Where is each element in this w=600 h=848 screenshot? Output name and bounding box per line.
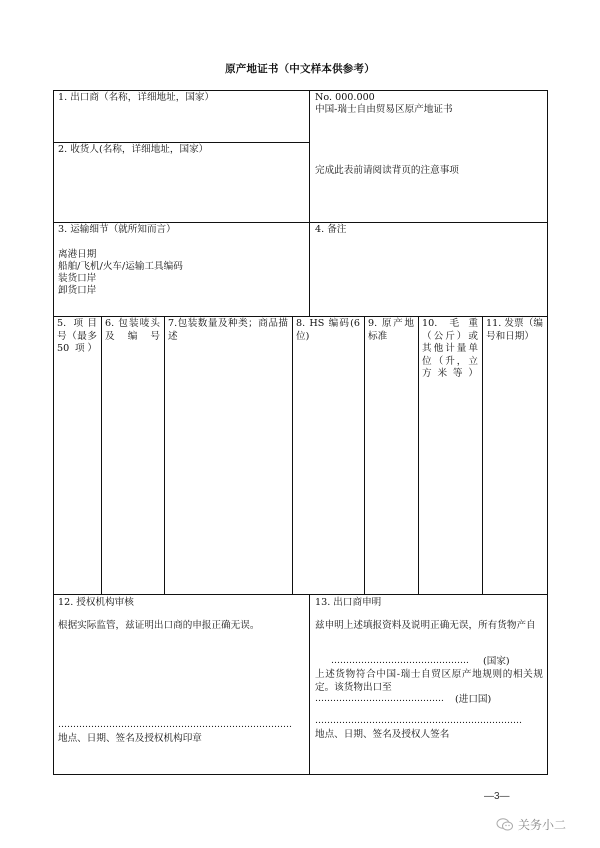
- departure-date-label: 离港日期: [58, 249, 97, 260]
- origin-criterion-column-header: 9. 原产地标准: [368, 318, 414, 342]
- importing-country-label: (进口国): [455, 694, 492, 705]
- consignee-field-label: 2. 收货人(名称，详细地址，国家）: [58, 144, 209, 155]
- divider: [53, 594, 548, 595]
- remarks-field[interactable]: [310, 238, 547, 315]
- divider: [53, 316, 548, 317]
- hs-code-column-header: 8. HS 编码(6 位): [296, 318, 360, 342]
- signature-dotted-line: ……………………………………………………………………: [58, 720, 292, 730]
- loading-port-label: 装货口岸: [58, 273, 97, 284]
- certification-label: 12. 授权机构审核: [58, 597, 134, 608]
- country-dotted-line[interactable]: ……………………………………….: [331, 656, 469, 666]
- transport-details-label: 3. 运输细节（就所知而言）: [58, 224, 176, 235]
- goods-table-body[interactable]: [54, 380, 547, 593]
- importing-country-dotted-line[interactable]: …………………………………….: [315, 694, 444, 704]
- divider: [53, 222, 548, 223]
- discharge-port-label: 卸货口岸: [58, 285, 97, 296]
- country-label: (国家): [483, 656, 510, 667]
- wechat-icon: [496, 818, 514, 831]
- instruction-note: 完成此表前请阅读背页的注意事项: [315, 165, 459, 176]
- declaration-statement-1: 兹申明上述填报资料及说明正确无误，所有货物产自: [315, 620, 536, 631]
- marks-numbers-column-header: 6. 包装唛头及编号: [105, 318, 160, 342]
- invoice-column-header: 11. 发票（编号和日期）: [486, 318, 543, 342]
- divider: [309, 594, 310, 775]
- vessel-number-label: 船舶/飞机/火车/运输工具编码: [58, 261, 183, 272]
- certification-statement: 根据实际监管，兹证明出口商的申报正确无误。: [58, 620, 260, 631]
- goods-description-column-header: 7.包装数量及种类；商品描述: [168, 318, 288, 342]
- consignee-field[interactable]: [54, 158, 308, 221]
- watermark: [496, 816, 566, 833]
- exporter-signature-dotted-line[interactable]: ……………………………………………………………: [315, 716, 522, 726]
- gross-weight-column-header: 10. 毛重（公斤）或其他计量单位（升，立方米等）: [422, 318, 478, 379]
- authority-signature-field[interactable]: [54, 640, 308, 720]
- authority-signature-label: 地点、日期、签名及授权机构印章: [58, 733, 202, 744]
- page-number: —3—: [484, 791, 510, 802]
- divider: [53, 142, 309, 143]
- certificate-name: 中国-瑞士自由贸易区原产地证书: [315, 104, 453, 115]
- item-number-column-header: 5. 项目号（最多 50 项）: [57, 318, 97, 354]
- declaration-statement-2: 上述货物符合中国-瑞士自贸区原产地规则的相关规定。该货物出口至: [315, 669, 543, 693]
- exporter-field-label: 1. 出口商（名称，详细地址，国家）: [58, 92, 215, 103]
- exporter-declaration-label: 13. 出口商申明: [315, 597, 382, 608]
- certificate-number: No. 000.000: [315, 92, 375, 103]
- exporter-signature-label: 地点、日期、签名及授权人签名: [315, 729, 450, 740]
- exporter-field[interactable]: [54, 106, 308, 141]
- watermark-text: 关务小二: [518, 818, 567, 832]
- remarks-label: 4. 备注: [315, 224, 347, 235]
- transport-details-field[interactable]: [54, 238, 308, 315]
- document-title: 原产地证书（中文样本供参考）: [225, 63, 375, 75]
